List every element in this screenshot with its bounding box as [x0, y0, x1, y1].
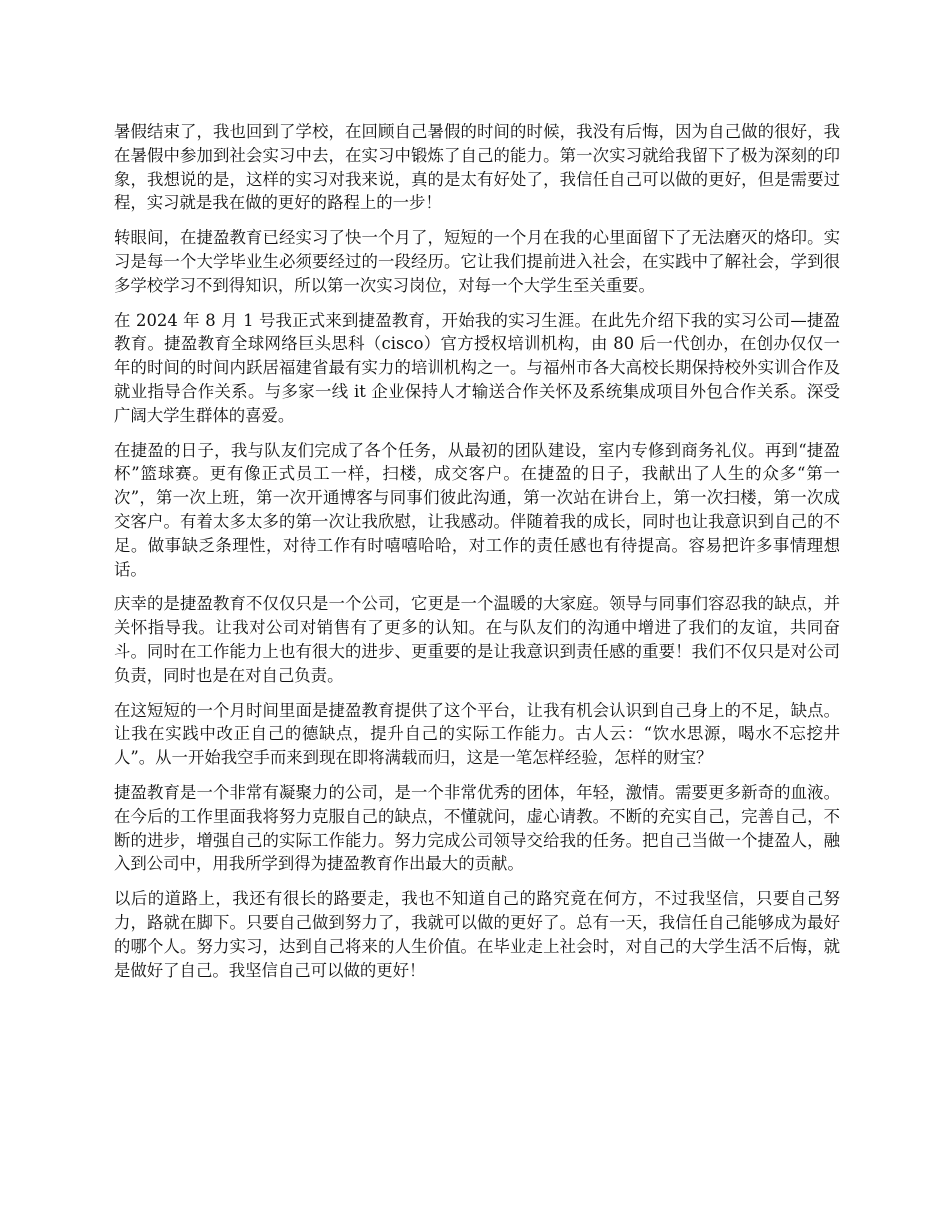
paragraph-7: 捷盈教育是一个非常有凝聚力的公司，是一个非常优秀的团体，年轻，激情。需要更多新奇的血液。在今后的工作里面我将努力克服自己的缺点，不懂就问，虚心请教。不断的充实自己，完善自己，不断的进步，增强自己的实际工作能力。努力完成公司领导交给我的任务。把自己当做一个捷盈人，融入到公司中，用我所学到得为捷盈教育作出最大的贡献。 — [114, 782, 840, 874]
paragraph-3: 在 2024 年 8 月 1 号我正式来到捷盈教育，开始我的实习生涯。在此先介绍下我的实习公司—捷盈教育。捷盈教育全球网络巨头思科（cisco）官方授权培训机构，由 80 后一代创办，在创办仅仅一年的时间的时间内跃居福建省最有实力的培训机构之一。与福州市各大高校长期保持校外实训合作及就业指导合作关系。与多家一线 it 企业保持人才输送合作关怀及系统集成项目外包合作关系。深受广阔大学生群体的喜爱。 — [114, 310, 840, 425]
paragraph-4: 在捷盈的日子，我与队友们完成了各个任务，从最初的团队建设，室内专修到商务礼仪。再到“捷盈杯”篮球赛。更有像正式员工一样，扫楼，成交客户。在捷盈的日子，我献出了人生的众多“第一次”，第一次上班，第一次开通博客与同事们彼此沟通，第一次站在讲台上，第一次扫楼，第一次成交客户。有着太多太多的第一次让我欣慰，让我感动。伴随着我的成长，同时也让我意识到自己的不足。做事缺乏条理性，对待工作有时嘻嘻哈哈，对工作的责任感也有待提高。容易把许多事情理想话。 — [114, 440, 840, 579]
paragraph-8: 以后的道路上，我还有很长的路要走，我也不知道自己的路究竟在何方，不过我坚信，只要自己努力，路就在脚下。只要自己做到努力了，我就可以做的更好了。总有一天，我信任自己能够成为最好的哪个人。努力实习，达到自己将来的人生价值。在毕业走上社会时，对自己的大学生活不后悔，就是做好了自己。我坚信自己可以做的更好！ — [114, 889, 840, 980]
document-body — [114, 120, 840, 993]
paragraph-5: 庆幸的是捷盈教育不仅仅只是一个公司，它更是一个温暖的大家庭。领导与同事们容忍我的缺点，并关怀指导我。让我对公司对销售有了更多的认知。在与队友们的沟通中增进了我们的友谊，共同奋斗。同时在工作能力上也有很大的进步、更重要的是让我意识到责任感的重要！我们不仅只是对公司负责，同时也是在对自己负责。 — [114, 594, 840, 685]
paragraph-1: 暑假结束了，我也回到了学校，在回顾自己暑假的时间的时候，我没有后悔，因为自己做的很好，我在暑假中参加到社会实习中去，在实习中锻炼了自己的能力。第一次实习就给我留下了极为深刻的印象，我想说的是，这样的实习对我来说，真的是太有好处了，我信任自己可以做的更好，但是需要过程，实习就是我在做的更好的路程上的一步！ — [114, 122, 840, 213]
paragraph-2: 转眼间，在捷盈教育已经实习了快一个月了，短短的一个月在我的心里面留下了无法磨灭的烙印。实习是每一个大学毕业生必须要经过的一段经历。它让我们提前进入社会，在实践中了解社会，学到很多学校学习不到得知识，所以第一次实习岗位，对每一个大学生至关重要。 — [114, 228, 840, 295]
paragraph-6: 在这短短的一个月时间里面是捷盈教育提供了这个平台，让我有机会认识到自己身上的不足，缺点。让我在实践中改正自己的德缺点，提升自己的实际工作能力。古人云：“饮水思源，喝水不忘挖井人”。从一开始我空手而来到现在即将满载而归，这是一笔怎样经验，怎样的财宝？ — [114, 700, 840, 768]
